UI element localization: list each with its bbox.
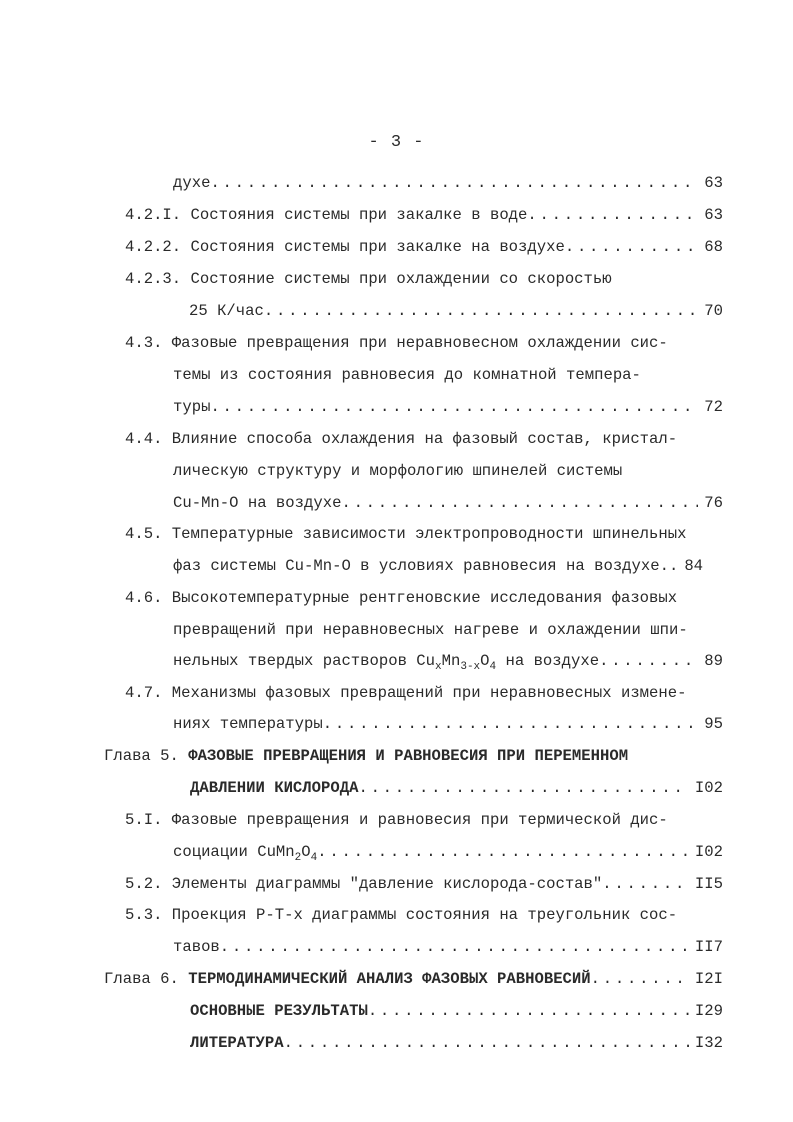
chapter-title: ТЕРМОДИНАМИЧЕСКИЙ АНАЛИЗ ФАЗОВЫХ РАВНОВЕСИЙ: [188, 970, 591, 988]
toc-number: 4.6.: [125, 589, 163, 607]
toc-page: 76: [704, 494, 723, 512]
toc-text-pre: нельных твердых растворов Cu: [173, 652, 436, 670]
toc-line: [173, 650, 723, 672]
toc-chapter-line: [104, 968, 723, 990]
section-title: ЛИТЕРАТУРА: [190, 1034, 284, 1052]
toc-line: [125, 809, 723, 831]
chapter-title: ДАВЛЕНИИ КИСЛОРОДА: [190, 779, 359, 797]
toc-chapter-line: [104, 745, 723, 767]
section-title: ОСНОВНЫЕ РЕЗУЛЬТАТЫ: [190, 1002, 368, 1020]
toc-page: 68: [704, 238, 723, 256]
toc-number: 4.2.3.: [125, 270, 182, 288]
leader-dots: [527, 204, 698, 226]
subscript: 2: [294, 852, 302, 864]
toc-line: [125, 332, 723, 354]
subscript: x: [435, 661, 442, 673]
toc-line: [173, 492, 723, 514]
toc-page: I02: [694, 843, 723, 861]
formula-part: O: [301, 843, 311, 861]
toc-text: темы из состояния равновесия до комнатной темпера-: [173, 366, 641, 384]
formula-part: O: [480, 652, 490, 670]
toc-text: Проекция P-T-x диаграммы состояния на треугольник сос-: [171, 906, 678, 924]
toc-line: [125, 682, 723, 704]
toc-chapter-line: [190, 1032, 723, 1054]
toc-page: 70: [704, 302, 723, 320]
chapter-number: Глава 5.: [104, 747, 179, 765]
toc-line: [125, 904, 723, 926]
toc-line: [125, 523, 723, 545]
toc-line: [125, 873, 723, 895]
leader-dots: [599, 650, 698, 672]
formula-part: Mn: [441, 652, 461, 670]
toc-text: превращений при неравновесных нагреве и охлаждении шпи-: [173, 621, 688, 639]
toc-page: I02: [694, 779, 723, 797]
toc-text: Cu-Mn-O на воздухе: [173, 494, 342, 512]
toc-page: 63: [704, 174, 723, 192]
toc-page: 89: [704, 652, 723, 670]
toc-line: [173, 460, 723, 482]
toc-line: [173, 396, 723, 418]
toc-text: лическую структуру и морфологию шпинелей системы: [173, 462, 623, 480]
toc-text: фаз системы Cu-Mn-O в условиях равновесия на воздухе..: [173, 557, 679, 575]
toc-line: [173, 172, 723, 194]
toc-line: [173, 555, 723, 577]
toc-page: I2I: [694, 970, 723, 988]
toc-number: 5.3.: [125, 906, 163, 924]
toc-number: 4.5.: [125, 525, 163, 543]
leader-dots: [368, 1000, 689, 1022]
leader-dots: [358, 777, 688, 799]
toc-text: духе: [173, 174, 211, 192]
toc-text: 25 К/час: [189, 302, 264, 320]
toc-page: 63: [704, 206, 723, 224]
toc-text: Фазовые превращения при неравновесном охлаждении сис-: [171, 334, 668, 352]
toc-text: Фазовые превращения и равновесия при термической дис-: [171, 811, 668, 829]
toc-text: туры: [173, 398, 211, 416]
toc-page: I29: [694, 1002, 723, 1020]
toc-line: [125, 268, 723, 290]
toc-page: 72: [704, 398, 723, 416]
toc-line: [173, 713, 723, 735]
toc-line: [173, 936, 723, 958]
toc-number: 5.I.: [125, 811, 163, 829]
leader-dots: [602, 873, 689, 895]
leader-dots: [317, 841, 689, 863]
leader-dots: [284, 1032, 689, 1054]
toc-text: Состояния системы при закалке в воде: [190, 206, 528, 224]
toc-page: I32: [694, 1034, 723, 1052]
toc-number: 4.3.: [125, 334, 163, 352]
leader-dots: [341, 492, 698, 514]
toc-number: 4.7.: [125, 684, 163, 702]
leader-dots: [210, 396, 698, 418]
leader-dots: [220, 936, 689, 958]
subscript: 4: [310, 852, 318, 864]
toc-line: [173, 619, 723, 641]
subscript: 4: [489, 661, 497, 673]
toc-text: тавов: [173, 938, 220, 956]
toc-line: [189, 300, 723, 322]
toc-line: [125, 587, 723, 609]
chapter-number: Глава 6.: [104, 970, 179, 988]
toc-text-pre: социации CuMn: [173, 843, 295, 861]
toc-text: [173, 841, 317, 869]
toc-line: [125, 236, 723, 258]
chapter-title: ФАЗОВЫЕ ПРЕВРАЩЕНИЯ И РАВНОВЕСИЯ ПРИ ПЕРЕМЕННОМ: [188, 747, 629, 765]
toc-page: II7: [694, 938, 723, 956]
toc-text: Состояния системы при закалке на воздухе: [190, 238, 565, 256]
leader-dots: [210, 172, 698, 194]
subscript: 3-x: [460, 661, 481, 673]
toc-text: Состояние системы при охлаждении со скоростью: [190, 270, 612, 288]
page-number: - 3 -: [368, 133, 425, 152]
toc-text: Элементы диаграммы "давление кислорода-состав": [171, 875, 603, 893]
toc-line: [125, 204, 723, 226]
toc-chapter-line: [190, 1000, 723, 1022]
toc-text: Температурные зависимости электропроводности шпинельных: [171, 525, 687, 543]
leader-dots: [323, 713, 699, 735]
toc-number: 4.2.I.: [125, 206, 182, 224]
leader-dots: [591, 968, 689, 990]
toc-page: 84: [684, 557, 704, 575]
toc-text: Механизмы фазовых превращений при неравновесных измене-: [171, 684, 687, 702]
leader-dots: [565, 236, 698, 258]
toc-chapter-line: [190, 777, 723, 799]
toc-text: Высокотемпературные рентгеновские исследования фазовых: [171, 589, 678, 607]
toc-text: [173, 650, 599, 678]
toc-line: [125, 428, 723, 450]
toc-number: 5.2.: [125, 875, 163, 893]
toc-number: 4.4.: [125, 430, 163, 448]
leader-dots: [264, 300, 698, 322]
toc-text: Влияние способа охлаждения на фазовый состав, кристал-: [171, 430, 678, 448]
toc-line: [173, 364, 723, 386]
toc-line: [173, 841, 723, 863]
toc-text: ниях температуры: [173, 715, 323, 733]
toc-number: 4.2.2.: [125, 238, 182, 256]
toc-text-post: на воздухе: [496, 652, 600, 670]
toc-page: 95: [704, 715, 723, 733]
toc-page: II5: [694, 875, 723, 893]
